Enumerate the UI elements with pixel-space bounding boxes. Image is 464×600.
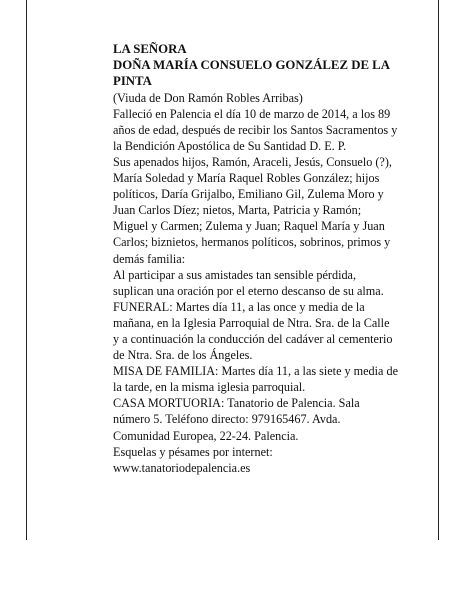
- heading-title: LA SEÑORA: [113, 42, 187, 56]
- obituary-notice: [113, 41, 398, 476]
- website-link[interactable]: www.tanatoriodepalencia.es: [113, 460, 251, 475]
- prayer-request: Al participar a sus amistades tan sensible pérdida, suplican una oración por el eterno descanso de su alma.: [113, 267, 384, 298]
- family-mass-info: MISA DE FAMILIA: Martes día 11, a las siete y media de la tarde, en la misma iglesia parroquial.: [113, 364, 398, 395]
- funeral-info: FUNERAL: Martes día 11, a las once y media de la mañana, en la Iglesia Parroquial de Ntra. Sra. de la Calle y a continuación la conducción del cadáver al cementerio de Ntra. Sra. de los Ángeles.: [113, 299, 393, 363]
- online-condolences-label: Esquelas y pésames por internet:: [113, 444, 273, 459]
- death-announcement: Falleció en Palencia el día 10 de marzo de 2014, a los 89 años de edad, después de recibir los Santos Sacramentos y la Bendición Apostólica de Su Santidad D. E. P.: [113, 106, 398, 153]
- family-list: Sus apenados hijos, Ramón, Araceli, Jesús, Consuelo (?), María Soledad y María Raquel Robles González; hijos políticos, Daría Grijalbo, Emiliano Gil, Zulema Moro y Juan Carlos Díez; nietos, Marta, Patricia y Ramón; Miguel y Carmen; Zulema y Juan; Raquel María y Juan Carlos; biznietos, hermanos políticos, sobrinos, primos y demás familia:: [113, 154, 392, 266]
- funeral-home-info: CASA MORTUORIA: Tanatorio de Palencia. Sala número 5. Teléfono directo: 979165467. Avda. Comunidad Europea, 22-24. Palencia.: [113, 396, 360, 443]
- obituary-heading: [113, 41, 398, 90]
- deceased-name: DOÑA MARÍA CONSUELO GONZÁLEZ DE LA PINTA: [113, 58, 390, 89]
- widow-note: (Viuda de Don Ramón Robles Arribas): [113, 90, 303, 105]
